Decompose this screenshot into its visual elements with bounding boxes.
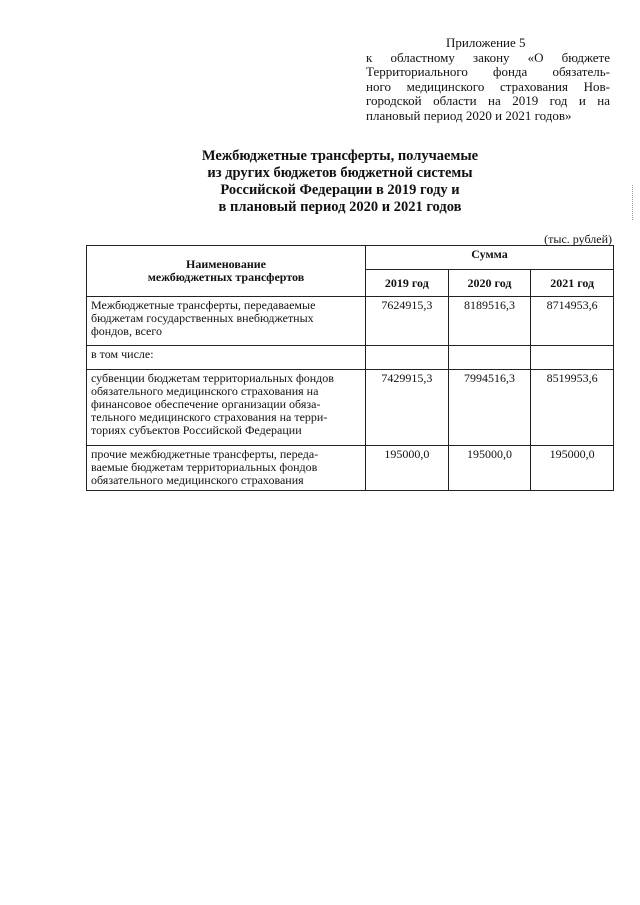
annex-line: ного медицинского страхования Нов-	[366, 78, 610, 94]
annex-line: Территориального фонда обязатель-	[366, 64, 610, 79]
row-name-line: ториях субъектов Российской Федерации	[91, 423, 302, 437]
row-name-line: субвенции бюджетам территориальных фондов	[91, 371, 334, 385]
header-name-cell	[87, 246, 366, 297]
row-name-cell	[87, 297, 366, 346]
header-sum-cell: Сумма	[366, 246, 614, 270]
value-2020: 7994516,3	[448, 370, 531, 446]
value-2020: 195000,0	[448, 446, 531, 491]
row-name-cell	[87, 370, 366, 446]
value-2021: 8714953,6	[531, 297, 614, 346]
table-row	[87, 446, 614, 491]
value-2019	[366, 346, 449, 370]
title-line: Российской Федерации в 2019 году и	[220, 182, 460, 198]
header-name-line: Наименование	[186, 257, 266, 271]
header-year-2021: 2021 год	[531, 270, 614, 297]
row-name-line: Межбюджетные трансферты, передаваемые	[91, 298, 316, 312]
value-2019: 7624915,3	[366, 297, 449, 346]
document-title	[180, 148, 500, 216]
value-2020	[448, 346, 531, 370]
title-line: Межбюджетные трансферты, получаемые	[201, 148, 479, 164]
row-name-cell	[87, 446, 366, 491]
units-label: (тыс. рублей)	[544, 232, 612, 246]
annex-line: городской области на 2019 год и на	[366, 93, 610, 108]
annex-heading: Приложение 5	[446, 35, 526, 50]
row-name-line: обязательного медицинского страхования	[91, 473, 304, 487]
row-name-line: ваемые бюджетам территориальных фондов	[91, 460, 318, 474]
value-2020: 8189516,3	[448, 297, 531, 346]
header-year-2020: 2020 год	[448, 270, 531, 297]
header-name-line: межбюджетных трансфертов	[147, 270, 305, 284]
table-row	[87, 346, 614, 370]
annex-line: к областному закону «О бюджете	[366, 49, 610, 65]
value-2019: 7429915,3	[366, 370, 449, 446]
annex-reference	[366, 36, 610, 123]
row-name-line: прочие межбюджетные трансферты, переда-	[91, 447, 319, 461]
row-name-cell	[87, 346, 366, 370]
row-name-line: финансовое обеспечение организации обяза-	[91, 397, 321, 411]
annex-line: плановый период 2020 и 2021 годов»	[366, 107, 572, 123]
row-name-line: бюджетам государственных внебюджетных	[91, 311, 314, 325]
row-name-line: в том числе:	[91, 347, 154, 361]
transfers-table	[86, 245, 614, 491]
header-year-2019: 2019 год	[366, 270, 449, 297]
table-header-row	[87, 246, 614, 270]
title-line: в плановый период 2020 и 2021 годов	[218, 199, 462, 215]
margin-mark	[632, 185, 635, 220]
title-line: из других бюджетов бюджетной системы	[207, 165, 473, 181]
value-2021: 195000,0	[531, 446, 614, 491]
value-2021	[531, 346, 614, 370]
row-name-line: фондов, всего	[91, 324, 162, 338]
value-2021: 8519953,6	[531, 370, 614, 446]
value-2019: 195000,0	[366, 446, 449, 491]
table-row	[87, 370, 614, 446]
row-name-line: обязательного медицинского страхования на	[91, 384, 319, 398]
table-row	[87, 297, 614, 346]
row-name-line: тельного медицинского страхования на терри-	[91, 410, 328, 424]
